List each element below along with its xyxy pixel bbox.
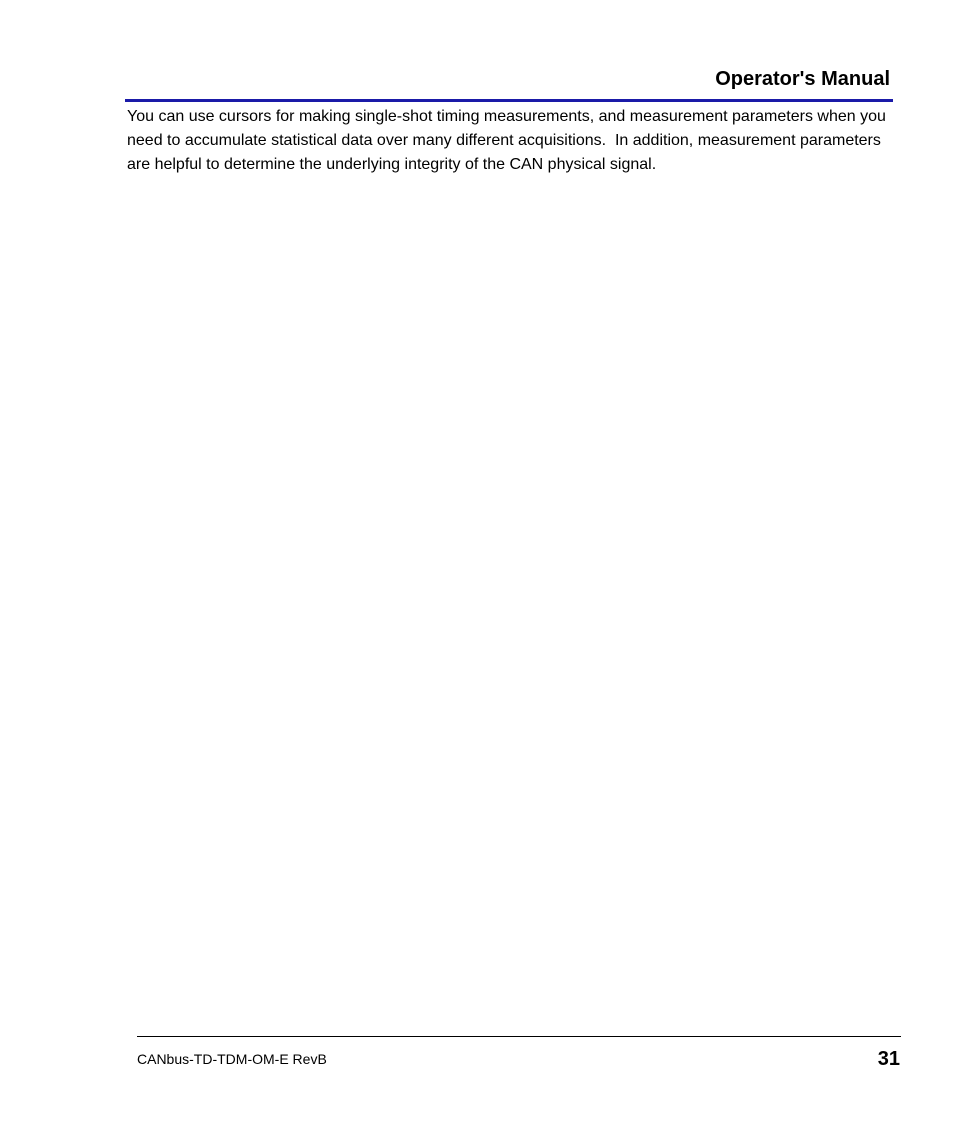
body-paragraph: You can use cursors for making single-shot timing measurements, and measurement parameters when you need to accumulate statistical data over many different acquisitions. In addition, measurement parameters are helpful to determine the underlying integrity of the CAN physical signal. — [127, 108, 891, 173]
page-header — [125, 64, 893, 102]
document-id: CANbus-TD-TDM-OM-E RevB — [137, 1051, 327, 1067]
page-number: 31 — [877, 1048, 900, 1070]
manual-title: Operator's Manual — [715, 68, 890, 90]
footer-divider — [137, 1036, 901, 1037]
